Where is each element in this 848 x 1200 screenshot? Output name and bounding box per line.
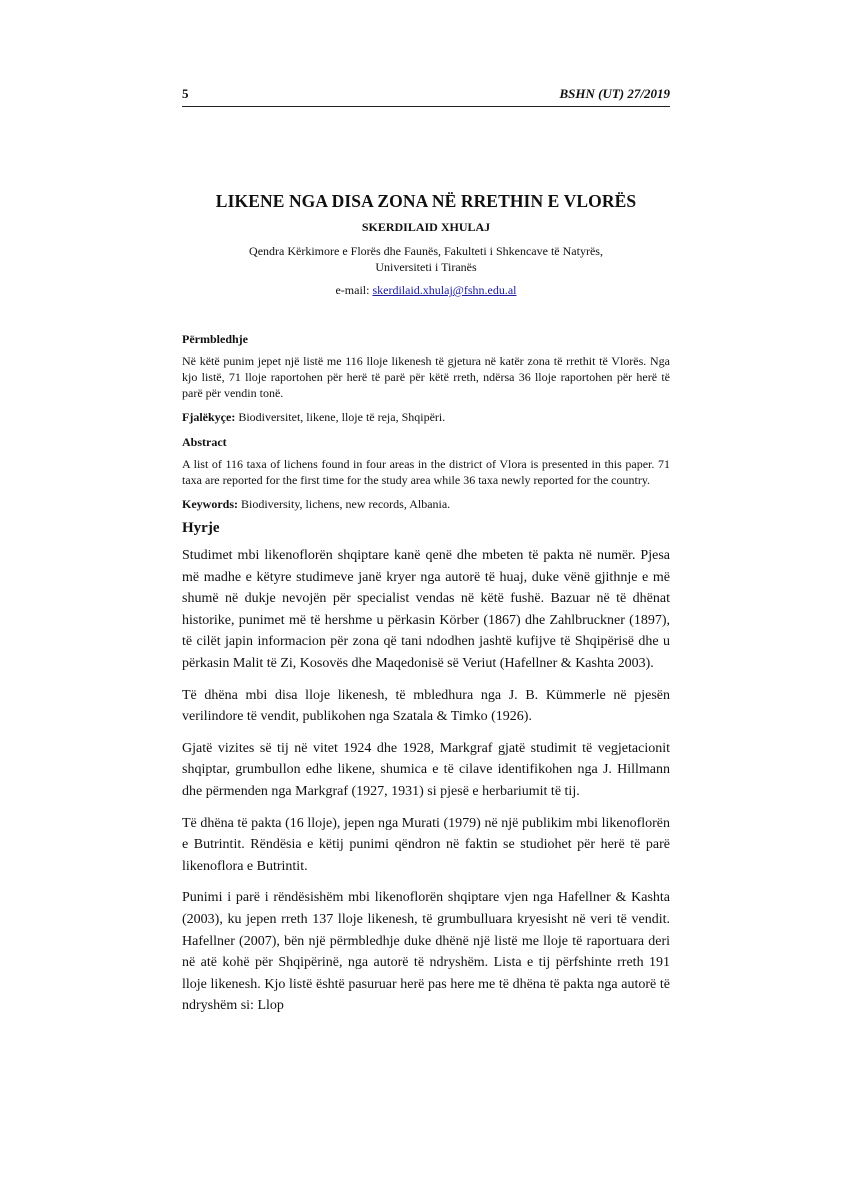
author-name: SKERDILAID XHULAJ bbox=[361, 220, 491, 234]
email-line bbox=[182, 283, 670, 298]
abstract-keywords-list: Biodiversity, lichens, new records, Albania. bbox=[238, 497, 451, 511]
permbledhje-keywords-label: Fjalëkyçe: bbox=[182, 410, 236, 424]
hyrje-paragraph: Punimi i parë i rëndësishëm mbi likenoflorën shqiptare vjen nga Hafellner & Kashta (2003), ku jepen rreth 137 lloje likenesh, të grumbulluara kryesisht në veri të vendit. Hafellner (2007), bën një përmbledhje duke dhënë një listë me lloje të raportuara deri në atë kohë për Shqipërinë, nga autorë të ndryshëm. Lista e tij përfshinte rreth 191 lloje likenesh. Kjo listë është pasuruar herë pas here me të dhëna të pakta nga autorë të ndryshëm si: Llop bbox=[182, 890, 670, 1014]
hyrje-paragraph: Të dhëna të pakta (16 lloje), jepen nga Murati (1979) në një publikim mbi likenoflorën e Butrintit. Rëndësia e këtij punimi qëndron në faktin se studiohet për herë të parë likenoflora e Butrintit. bbox=[182, 815, 670, 874]
running-header bbox=[182, 86, 670, 107]
affiliation-line-1: Qendra Kërkimore e Florës dhe Faunës, Fakulteti i Shkencave të Natyrës, bbox=[249, 244, 603, 258]
hyrje-heading: Hyrje bbox=[182, 520, 220, 536]
paper-page bbox=[182, 86, 670, 1017]
permbledhje-keywords-list: Biodiversitet, likene, lloje të reja, Shqipëri. bbox=[235, 410, 446, 424]
permbledhje-text: Në këtë punim jepet një listë me 116 lloje likenesh të gjetura në katër zona të rrethit të Vlorës. Nga kjo listë, 71 lloje raportohen për herë të parë për këtë rreth, ndërsa 36 lloje raportohen për herë të parë për vendin tonë. bbox=[182, 354, 670, 400]
permbledhje-heading: Përmbledhje bbox=[182, 332, 248, 346]
abstract-keywords-label: Keywords: bbox=[182, 497, 238, 511]
affiliation-line-2: Universiteti i Tiranës bbox=[375, 260, 477, 274]
abstract-heading: Abstract bbox=[182, 435, 227, 449]
abstract-text: A list of 116 taxa of lichens found in four areas in the district of Vlora is presented in this paper. 71 taxa are reported for the first time for the study area while 36 taxa newly reported for the country. bbox=[182, 457, 670, 487]
paper-title: LIKENE NGA DISA ZONA NË RRETHIN E VLORËS bbox=[215, 191, 637, 211]
hyrje-paragraph: Të dhëna mbi disa lloje likenesh, të mbledhura nga J. B. Kümmerle në pjesën verilindore të vendit, publikohen nga Szatala & Timko (1926). bbox=[182, 687, 670, 725]
page-number: 5 bbox=[182, 86, 189, 101]
hyrje-paragraph: Gjatë vizites së tij në vitet 1924 dhe 1928, Markgraf gjatë studimit të vegjetacionit shqiptar, grumbullon edhe likene, shumica e të cilave identifikohen nga J. Hillmann dhe përmenden nga Markgraf (1927, 1931) si pjesë e herbariumit të tij. bbox=[182, 740, 670, 799]
journal-reference: BSHN (UT) 27/2019 bbox=[559, 86, 670, 101]
email-link[interactable]: skerdilaid.xhulaj@fshn.edu.al bbox=[372, 283, 517, 297]
abstract-keywords bbox=[182, 496, 670, 512]
permbledhje-keywords bbox=[182, 409, 670, 425]
email-label: e-mail: bbox=[335, 283, 373, 297]
affiliation bbox=[182, 243, 670, 275]
hyrje-paragraph: Studimet mbi likenoflorën shqiptare kanë qenë dhe mbeten të pakta në numër. Pjesa më madhe e këtyre studimeve janë kryer nga autorë të huaj, duke vënë gjithnje e më shumë në dukje nevojën për specialist vendas në këtë fushë. Bazuar në të dhënat historike, punimet më të hershme u përkasin Körber (1867) dhe Zahlbruckner (1897), të cilët japin informacion për zona që tani ndodhen jashtë kufijve të Shqipërisë dhe u përkasin Malit të Zi, Kosovës dhe Maqedonisë së Veriut (Hafellner & Kashta 2003). bbox=[182, 548, 670, 671]
